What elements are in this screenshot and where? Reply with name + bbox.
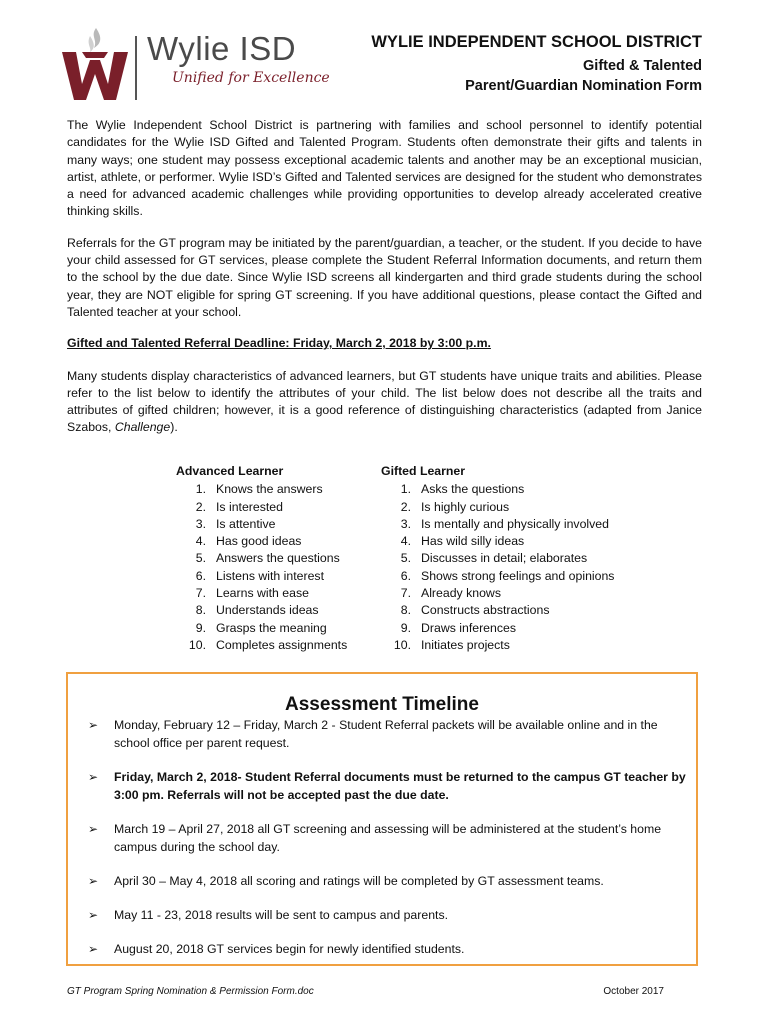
timeline-item xyxy=(88,940,688,958)
list-item xyxy=(176,550,347,567)
list-item-text: Initiates projects xyxy=(421,637,510,652)
list-item-number: 4. xyxy=(400,534,411,549)
traits-text-end: ). xyxy=(170,420,178,435)
list-item-text: Has good ideas xyxy=(216,534,302,549)
list-item xyxy=(381,620,614,637)
list-item-number: 10. xyxy=(188,637,206,652)
advanced-learner-heading: Advanced Learner xyxy=(176,464,284,478)
list-item-text: Asks the questions xyxy=(421,482,525,497)
list-item-text: Already knows xyxy=(421,586,501,601)
list-item-number: 9. xyxy=(400,620,411,635)
traits-source-title: Challenge xyxy=(114,420,171,435)
list-item xyxy=(381,637,614,654)
list-item-text: Discusses in detail; elaborates xyxy=(421,551,588,566)
timeline-item xyxy=(88,768,688,804)
list-item-number: 6. xyxy=(400,568,411,583)
traits-text: Many students display characteristics of advanced learners, but GT students have unique traits and abilities. Please refer to the list below to identify the attributes of your child. The list below does not describe all the traits and attributes of gifted children; however, it is a good reference of distinguishing characteristics (adapted from Janice Szabos, xyxy=(67,368,702,435)
list-item-number: 1. xyxy=(195,482,206,497)
list-item xyxy=(381,585,614,602)
list-item-number: 1. xyxy=(400,482,411,497)
list-item xyxy=(381,550,614,567)
list-item-text: Completes assignments xyxy=(216,637,348,652)
arrow-bullet-icon: ➢ xyxy=(88,942,99,956)
district-title: WYLIE INDEPENDENT SCHOOL DISTRICT xyxy=(371,33,702,51)
list-item-number: 10. xyxy=(393,637,411,652)
list-item-text: Is interested xyxy=(216,499,283,514)
list-item xyxy=(381,516,614,533)
advanced-learner-list xyxy=(176,463,347,654)
list-item-number: 2. xyxy=(195,499,206,514)
timeline-item xyxy=(88,716,688,752)
list-item-number: 5. xyxy=(195,551,206,566)
timeline-item-text: May 11 - 23, 2018 results will be sent to campus and parents. xyxy=(114,908,449,922)
arrow-bullet-icon: ➢ xyxy=(88,822,99,836)
list-item xyxy=(176,499,347,516)
document-header xyxy=(371,33,702,96)
referrals-paragraph: Referrals for the GT program may be initiated by the parent/guardian, a teacher, or the student. If you decide to have your child assessed for GT services, please complete the Student Referral Information documents, and return them to the school by the due date. Since Wylie ISD screens all kindergarten and third grade students during the school year, they are NOT eligible for spring GT screening. If you have additional questions, please contact the Gifted and Talented teacher at your school. xyxy=(67,235,702,319)
list-item-number: 8. xyxy=(195,603,206,618)
list-item xyxy=(381,499,614,516)
timeline-list xyxy=(88,716,688,974)
logo-divider xyxy=(135,36,137,100)
list-item-text: Is attentive xyxy=(216,516,276,531)
arrow-bullet-icon: ➢ xyxy=(88,908,99,922)
list-item-number: 3. xyxy=(400,516,411,531)
list-item xyxy=(381,481,614,498)
arrow-bullet-icon: ➢ xyxy=(88,874,99,888)
list-item-text: Shows strong feelings and opinions xyxy=(421,568,615,583)
list-item-text: Grasps the meaning xyxy=(216,620,327,635)
body-content xyxy=(67,117,702,451)
timeline-item-text: August 20, 2018 GT services begin for newly identified students. xyxy=(114,942,465,956)
list-item-text: Has wild silly ideas xyxy=(421,534,525,549)
list-item-number: 2. xyxy=(400,499,411,514)
list-item-text: Draws inferences xyxy=(421,620,516,635)
timeline-item-text: Friday, March 2, 2018- Student Referral documents must be returned to the campus GT teacher by 3:00 pm. Referrals will not be accepted past the due date. xyxy=(114,770,686,802)
list-item xyxy=(176,533,347,550)
arrow-bullet-icon: ➢ xyxy=(88,770,99,784)
assessment-timeline-box xyxy=(66,672,698,966)
list-item-number: 7. xyxy=(400,586,411,601)
footer-filename: GT Program Spring Nomination & Permission Form.doc xyxy=(67,986,314,997)
timeline-item xyxy=(88,820,688,856)
list-item xyxy=(381,568,614,585)
list-item xyxy=(176,568,347,585)
assessment-timeline-title: Assessment Timeline xyxy=(285,694,479,715)
list-item-text: Knows the answers xyxy=(216,482,323,497)
list-item-number: 3. xyxy=(195,516,206,531)
list-item-text: Is mentally and physically involved xyxy=(421,516,609,531)
gifted-learner-list xyxy=(381,463,614,654)
referral-deadline: Gifted and Talented Referral Deadline: Friday, March 2, 2018 by 3:00 p.m. xyxy=(67,336,491,351)
timeline-item-text: March 19 – April 27, 2018 all GT screening and assessing will be administered at the student’s home campus during the school day. xyxy=(114,822,662,854)
list-item-number: 5. xyxy=(400,551,411,566)
logo-tagline: Unified for Excellence xyxy=(172,70,330,86)
list-item-text: Constructs abstractions xyxy=(421,603,550,618)
list-item-text: Listens with interest xyxy=(216,568,324,583)
list-item-number: 8. xyxy=(400,603,411,618)
list-item xyxy=(176,620,347,637)
traits-paragraph xyxy=(67,368,702,437)
list-item-number: 4. xyxy=(195,534,206,549)
list-item xyxy=(381,533,614,550)
arrow-bullet-icon: ➢ xyxy=(88,718,99,732)
logo-name: Wylie ISD xyxy=(147,30,297,67)
timeline-item xyxy=(88,872,688,890)
list-item xyxy=(176,585,347,602)
list-item-number: 9. xyxy=(195,620,206,635)
list-item-text: Is highly curious xyxy=(421,499,510,514)
intro-paragraph: The Wylie Independent School District is partnering with families and school personnel to identify potential candidates for the Wylie ISD Gifted and Talented Program. Students often demonstrate their gifts and talents in many ways; one student may possess exceptional academic talents and another may be an exceptional musician, artist, athlete, or performer. Wylie ISD’s Gifted and Talented services are designed for the student who demonstrates a need for advanced academic challenges while providing opportunities to develop already accelerated creative thinking skills. xyxy=(67,118,702,219)
form-subtitle-type: Parent/Guardian Nomination Form xyxy=(465,78,702,94)
list-item-text: Understands ideas xyxy=(216,603,319,618)
form-subtitle-program: Gifted & Talented xyxy=(583,58,702,74)
list-item xyxy=(176,481,347,498)
list-item xyxy=(176,602,347,619)
list-item-number: 6. xyxy=(195,568,206,583)
list-item-text: Answers the questions xyxy=(216,551,340,566)
timeline-item xyxy=(88,906,688,924)
list-item xyxy=(381,602,614,619)
footer-date: October 2017 xyxy=(603,986,664,997)
list-item-number: 7. xyxy=(195,586,206,601)
gifted-learner-heading: Gifted Learner xyxy=(381,464,466,478)
timeline-item-text: Monday, February 12 – Friday, March 2 - Student Referral packets will be available online and in the school office per parent request. xyxy=(114,718,658,750)
list-item xyxy=(176,516,347,533)
timeline-item-text: April 30 – May 4, 2018 all scoring and ratings will be completed by GT assessment teams. xyxy=(114,874,604,888)
list-item-text: Learns with ease xyxy=(216,586,309,601)
list-item xyxy=(176,637,347,654)
